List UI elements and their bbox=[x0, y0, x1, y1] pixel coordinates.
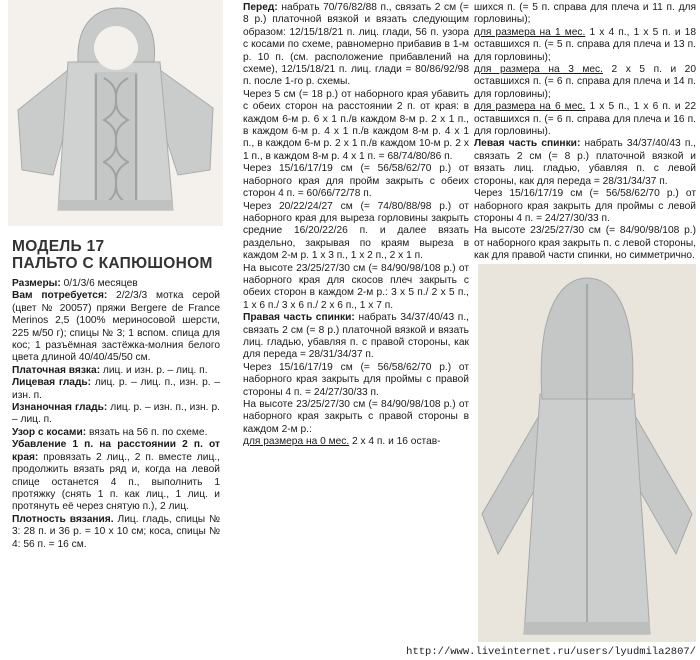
paragraph-size-1: для размера на 1 мес. 1 х 4 п., 1 х 5 п. и 18 оставшихся п. (= 5 п. справа для плеча и 13 п. для горловины); bbox=[474, 26, 697, 63]
paragraph-decrease: Убавление 1 п. на расстоянии 2 п. от края: провязать 2 лиц., 2 п. вместе лиц., продолжить вязать ряд и, когда на левой спице останется 4 п., выполнить 1 протяжку (снять 1 п. как лиц., 1 лиц. и протянуть её через снятую п.), 2 лиц. bbox=[12, 439, 220, 513]
paragraph-front-armhole: Через 15/16/17/19 см (= 56/58/62/70 р.) от наборного края для пройм закрыть с обеих сторон 4 п. = 60/66/72/78 п. bbox=[243, 163, 469, 200]
coat-back-illustration bbox=[478, 264, 696, 642]
instructions-column-1 bbox=[12, 278, 220, 551]
paragraph-reverse-stockinette: Изнаночная гладь: лиц. р. – изн. п., изн. р. – лиц. п. bbox=[12, 402, 220, 426]
model-name: ПАЛЬТО С КАПЮШОНОМ bbox=[12, 255, 213, 272]
model-number: МОДЕЛЬ 17 bbox=[12, 238, 105, 255]
photo-coat-front bbox=[8, 0, 223, 226]
paragraph-left-back-armhole: Через 15/16/17/19 см (= 56/58/62/70 р.) от наборного края закрыть для проймы с левой стороны 4 п. = 24/27/30/33 п. bbox=[474, 188, 696, 224]
coat-front-illustration bbox=[8, 0, 223, 226]
model-title bbox=[12, 238, 227, 272]
paragraph-size-0-cont: шихся п. (= 5 п. справа для плеча и 11 п. для горловины); bbox=[474, 2, 696, 26]
paragraph-front-decrease: Через 5 см (= 18 р.) от наборного края убавить с обеих сторон на расстоянии 2 п. от края: в каждом 6-м р. 6 х 1 п./в каждом 8-м р. 2 х 1 п., в каждом 6-м р. 4 х 1 п./в каждом 8-м р. 4 х 1 п., в каждом 6-м р. 2 х 1 п./в каждом 10-м р. 2 х 1 п., в каждом 8-м р. 4 х 1 п. = 68/74/80/86 п. bbox=[243, 88, 469, 162]
paragraph-sizes: Размеры: 0/1/3/6 месяцев bbox=[12, 278, 138, 289]
paragraph-garter: Платочная вязка: лиц. и изн. р. – лиц. п. bbox=[12, 364, 208, 376]
paragraph-right-back-shoulder: На высоте 23/25/27/30 см (= 84/90/98/108 р.) от наборного края закрыть с правой стороны в каждом 2-м р.: bbox=[243, 399, 469, 435]
paragraph-gauge: Плотность вязания. Лиц. гладь, спицы № 3: 28 п. и 36 р. = 10 х 10 см; коса, спицы № 4: 56 п. = 16 см. bbox=[12, 513, 221, 550]
paragraph-cable-pattern: Узор с косами: вязать на 56 п. по схеме. bbox=[12, 426, 208, 438]
source-url: http://www.liveinternet.ru/users/lyudmila2807/ bbox=[406, 646, 696, 658]
paragraph-front-shoulders: На высоте 23/25/27/30 см (= 84/90/98/108 р.) от наборного края для скосов плеч закрыть с обеих сторон в каждом 2-м р.: 3 х 5 п./ 2 х 5 п., 1 х 6 п./ 3 х 6 п./ 2 х 6 п., 1 х 7 п. bbox=[243, 262, 469, 311]
instructions-column-2 bbox=[243, 2, 469, 449]
paragraph-left-back-shoulder: На высоте 23/25/27/30 см (= 84/90/98/108 р.) от наборного края закрыть п. с левой стороны, как для правой части спинки, но симметрично. bbox=[474, 225, 697, 262]
paragraph-stockinette: Лицевая гладь: лиц. р. – лиц. п., изн. р. – изн. п. bbox=[12, 377, 220, 401]
paragraph-front-neckline: Через 20/22/24/27 см (= 74/80/88/98 р.) от наборного края для выреза горловины закрыть средние 16/20/22/26 п. и далее вязать раздельно, закрывая по краям выреза в каждом 2-м р. 1 х 3 п., 1 х 2 п., 2 х 1 п. bbox=[243, 200, 469, 262]
paragraph-front: Перед: набрать 70/76/82/88 п., связать 2 см (= 8 р.) платочной вязкой и вязать следующим образом: 12/15/18/21 п. лиц. глади, 56 п. узора с косами по схеме, равномерно прибавив в 1-м р. 10 п. (см. расположение прибавлений на схеме), 12/15/18/21 п. лиц. глади = 80/86/92/98 п. после 1-го р. схемы. bbox=[243, 2, 469, 88]
paragraph-materials: Вам потребуется: 2/2/3/3 мотка серой (цвет № 20057) пряжи Bergere de France Merinos 2,5 (100% мериносовой шерсти, 225 м/50 г); спицы № 3; 1 вспом. спица для кос; 1 разъёмная застёжка-молния белого цвета длиной 40/40/45/50 см. bbox=[12, 290, 220, 364]
paragraph-right-back: Правая часть спинки: набрать 34/37/40/43 п., связать 2 см (= 8 р.) платочной вязкой и вязать лиц. гладью, убавляя п. с правой стороны, как для переда = 28/31/34/37 п. bbox=[243, 312, 469, 361]
paragraph-size-6: для размера на 6 мес. 1 х 5 п., 1 х 6 п. и 22 оставшихся п. (= 6 п. справа для плеча и 16 п. для горловины). bbox=[474, 101, 697, 138]
paragraph-left-back: Левая часть спинки: набрать 34/37/40/43 п., связать 2 см (= 8 р.) платочной вязкой и вязать лиц. гладью, убавляя п. с левой стороны, как для переда = 28/31/34/37 п. bbox=[474, 138, 696, 187]
photo-coat-back bbox=[478, 264, 696, 642]
paragraph-size-0: для размера на 0 мес. 2 х 4 п. и 16 остав- bbox=[243, 436, 441, 448]
instructions-column-3 bbox=[474, 2, 696, 263]
paragraph-size-3: для размера на 3 мес. 2 х 5 п. и 20 оставшихся п. (= 6 п. справа для плеча и 14 п. для горловины); bbox=[474, 64, 697, 100]
paragraph-right-back-armhole: Через 15/16/17/19 см (= 56/58/62/70 р.) от наборного края закрыть для проймы с правой стороны 4 п. = 24/27/30/33 п. bbox=[243, 361, 469, 398]
